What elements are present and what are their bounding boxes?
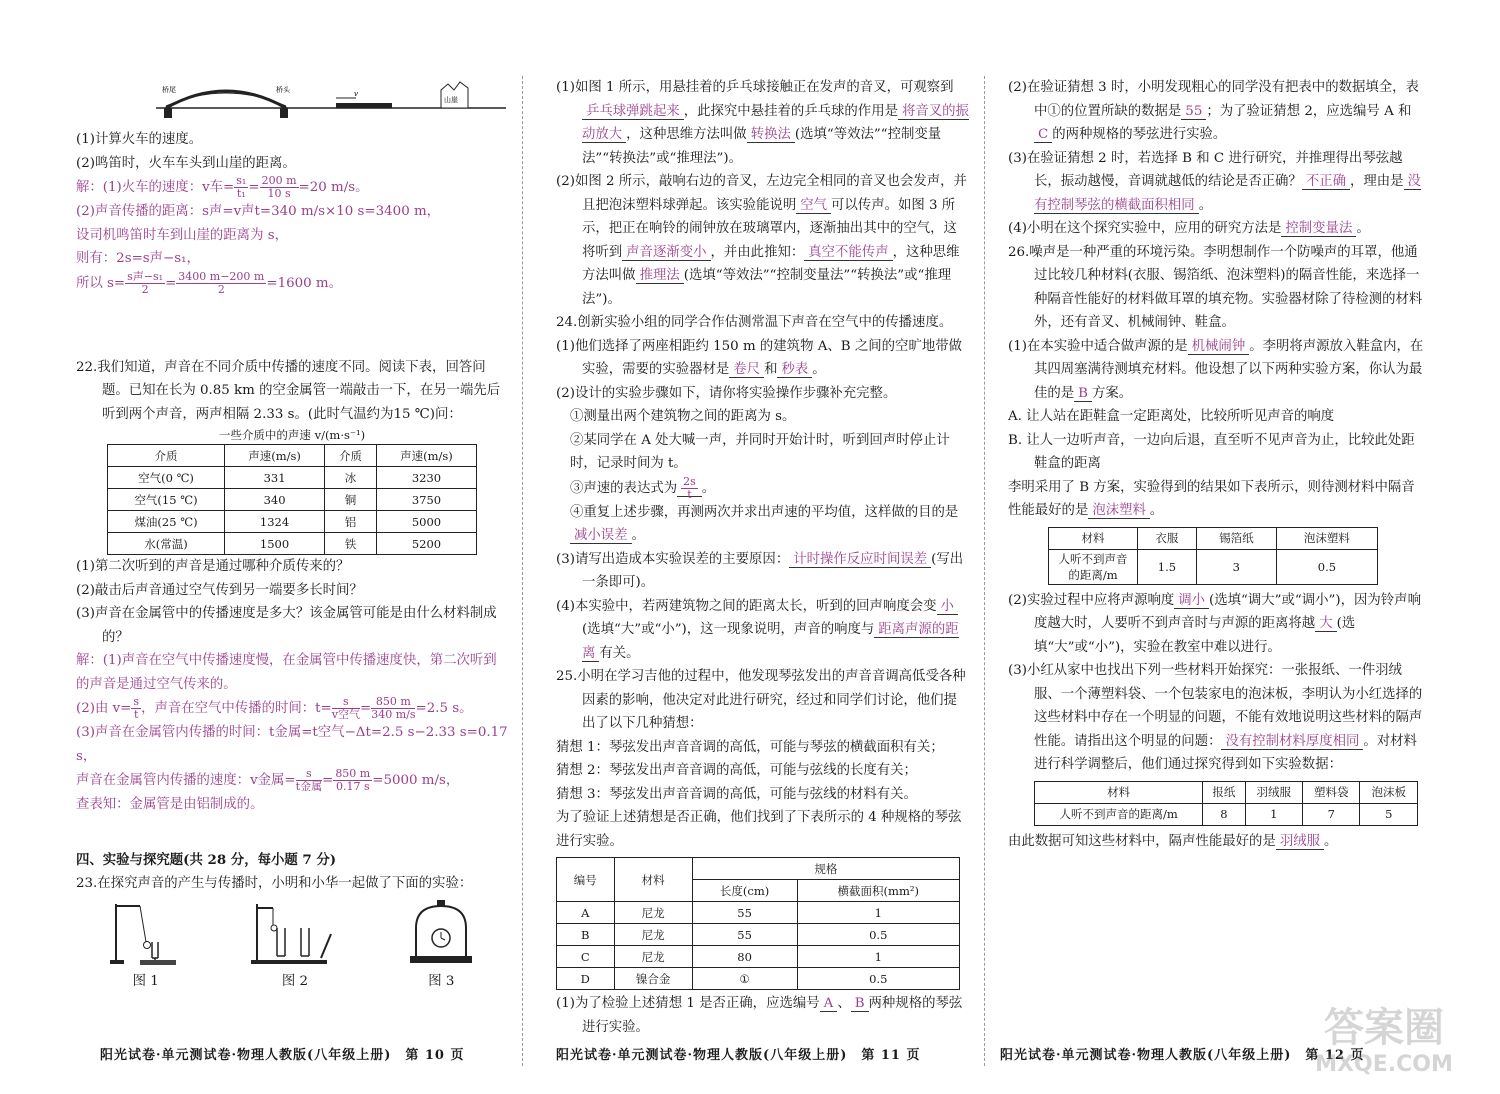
two-tuning-forks-figure xyxy=(249,900,341,966)
solution-22-3: (3)声音在金属管内传播的时间：t金属=t空气−Δt=2.5 s−2.33 s=0.17 s， xyxy=(76,725,508,764)
q25-part4: (4)小明在这个探究实验中，应用的研究方法是 控制变量法 。 xyxy=(1008,221,1370,236)
option-a: A. 让人站在距鞋盒一定距离处，比较所听见声音的响度 xyxy=(1008,409,1335,424)
page-10-column xyxy=(76,76,508,989)
table-row: B 尼龙 55 0.5 xyxy=(557,924,960,946)
bell-jar-alarm-figure xyxy=(408,900,474,966)
solution-22-4: 声音在金属管内传播的速度：v金属= $\frac{s}{\text{t金属}}$ = $\frac{850 m}{0.17 s}$ =5000 m/s， xyxy=(76,767,460,793)
q25-part1: (1)为了检验上述猜想 1 是否正确，应选编号 A 、 B 两种规格的琴弦进行实验。 xyxy=(556,996,963,1035)
page-12-footer: 阳光试卷·单元测试卷·物理人教版(八年级上册) 第 12 页 xyxy=(1000,1048,1365,1063)
guess-3: 猜想 3：琴弦发出声音音调的高低，可能与弦线的材料有关。 xyxy=(556,786,917,802)
question-25: 25.小明在学习吉他的过程中，他发现琴弦发出的声音音调高低受各种因素的影响，他决定对此进行研究，经过和同学们讨论，他们提出了以下几种猜想： xyxy=(556,669,966,731)
q24-part2: (2)设计的实验步骤如下，请你将实验操作步骤补充完整。 xyxy=(556,385,897,401)
q23-part2: (2)如图 2 所示，敲响右边的音叉，左边完全相同的音叉也会发声，并且把泡沫塑料球弹起。该实验能说明 空气 可以传声。如图 3 所示，把正在响铃的闹钟放在玻璃罩内，逐渐抽出其中的空气，这将听到 声音逐渐变小 ，并由此推知： 真空不能传声 ，这种思维方法叫做 推理法 (选填“等效法”“控制变量法”“转换法”或“推理法”)。 xyxy=(556,174,967,307)
q24-step3: ③声速的表达式为 $\frac{2s}{t}$ 。 xyxy=(570,474,716,501)
guess-2: 猜想 2：琴弦发出声音音调的高低，可能与弦线的长度有关； xyxy=(556,763,917,778)
watermark-logo xyxy=(1294,1004,1474,1084)
experiment-figures xyxy=(76,900,508,989)
page-12-column xyxy=(1008,76,1428,853)
option-b: B. 让人一边听声音，一边向后退，直至听不见声音为止，比较此处距鞋盒的距离 xyxy=(1008,432,1415,471)
mountain-label: 山崖 xyxy=(444,96,458,104)
q22-part3: (3)声音在金属管中的传播速度是多大？该金属管可能是由什么材料制成的？ xyxy=(76,606,497,645)
q22-part1: (1)第二次听到的声音是通过哪种介质传来的？ xyxy=(76,559,350,574)
q24-part4: (4)本实验中，若两建筑物之间的距离太长，听到的回声响度会变 小(选填“大”或“小”)，这一现象说明，声音的响度与 距离声源的距离 有关。 xyxy=(556,598,959,661)
table-row: C 尼龙 80 1 xyxy=(557,946,960,968)
material-distance-table-2: 材料 报纸 羽绒服 塑料袋 泡沫板 人听不到声音的距离/m 8 1 7 5 xyxy=(1034,781,1418,826)
q24-step4: ④重复上述步骤，再测两次并求出声速的平均值，这样做的目的是减小误差 。 xyxy=(570,504,959,543)
q26-conclusion: 由此数据可知这些材料中，隔声性能最好的是 羽绒服 。 xyxy=(1008,833,1338,849)
q26-part2: (2)实验过程中应将声源响度 调小 (选填“调大”或“调小”)，因为铃声响度越大时，人要听不到声音时与声源的距离将越 大 (选填“大”或“小”)，实验在教室中难以进行。 xyxy=(1008,592,1421,655)
q26-part1: (1)在本实验中适合做声源的是 机械闹钟 。李明将声源放入鞋盒内，在其四周塞满待测填充材料。他设想了以下两种实验方案，你认为最佳的是 B 方案。 xyxy=(1008,338,1424,401)
solution-21-5: 所以 s= $\frac{\text{s声−s₁}}{2}$ = $\frac{3400 m-200 m}{2}$ =1600 m。 xyxy=(76,269,343,296)
figure-1-label: 图 1 xyxy=(132,973,159,989)
section-4-title: 四、实验与探究题(共 28 分，每小题 7 分) xyxy=(76,851,337,868)
question-24: 24.创新实验小组的同学合作估测常温下声音在空气中的传播速度。 xyxy=(556,315,953,330)
q25-table-intro: 为了验证上述猜想是否正确，他们找到了下表所示的 4 种规格的琴弦进行实验。 xyxy=(556,810,962,849)
tuning-fork-pingpong-figure xyxy=(110,900,182,966)
sound-speed-table: 介质 声速(m/s) 介质 声速(m/s) 空气(0 ℃) 331 冰 3230 空气(15 ℃) 340 铜 3750 煤油(25 ℃) 1324 铝 5000 水(常温) 1500 铁 5200 xyxy=(107,444,477,555)
table-row: 煤油(25 ℃) 1324 铝 5000 xyxy=(108,511,477,533)
watermark-url: MXQE.COM xyxy=(1315,1052,1453,1077)
page-11-column xyxy=(556,76,970,1039)
q26-part3: (3)小红从家中也找出下列一些材料开始探究：一张报纸、一件羽绒服、一个薄塑料袋、一个包装家电的泡沫板，李明认为小红选择的这些材料中存在一个明显的问题，不能有效地说明这些材料的隔声性能。请指出这个明显的问题： 没有控制材料厚度相同 。对材料进行科学调整后，他们通过探究得到如下实验数据： xyxy=(1008,663,1423,772)
material-distance-table-1: 材料 衣服 锡箔纸 泡沫塑料 人听不到声音的距离/m 1.5 3 0.5 xyxy=(1048,527,1378,585)
q24-part3: (3)请写出造成本实验误差的主要原因： 计时操作反应时间误差 (写出一条即可)。 xyxy=(556,551,964,590)
watermark-text: 答案圈 xyxy=(1324,1005,1444,1051)
q23-part1: (1)如图 1 所示，用悬挂着的乒乓球接触正在发声的音叉，可观察到乒乓球弹跳起来 ，此探究中悬挂着的乒乓球的作用是 将音叉的振动放大 ，这种思维方法叫做 转换法 (选填“等效法”“控制变量法”“转换法”或“推理法”)。 xyxy=(556,80,969,166)
table-row: 空气(0 ℃) 331 冰 3230 xyxy=(108,467,477,489)
q26-result: 李明采用了 B 方案，实验得到的结果如下表所示，则待测材料中隔音性能最好的是 泡沫塑料 。 xyxy=(1008,479,1415,518)
figure-2-label: 图 2 xyxy=(281,973,309,989)
question-23: 23.在探究声音的产生与传播时，小明和小华一起做了下面的实验： xyxy=(76,876,473,891)
solution-22-5: 查表知：金属管是由铝制成的。 xyxy=(76,797,264,812)
table-row: 人听不到声音的距离/m 1.5 3 0.5 xyxy=(1049,549,1378,584)
bridge-head-label: 桥头 xyxy=(276,86,290,94)
bridge-train-figure xyxy=(156,76,516,126)
guess-1: 猜想 1：琴弦发出声音音调的高低，可能与琴弦的横截面积有关； xyxy=(556,739,944,755)
solution-21-4: 则有：2s=s声−s₁， xyxy=(76,251,200,266)
velocity-label: v xyxy=(354,90,358,98)
q25-part3: (3)在验证猜想 2 时，若选择 B 和 C 进行研究，并推理得出琴弦越长，振动越慢，音调就越低的结论是否正确？ 不正确 ，理由是 没有控制琴弦的横截面积相同 。 xyxy=(1008,150,1421,213)
solution-21-1: 解：(1)火车的速度：v车= $\frac{\text{s₁}}{\text{t₁}}$ = $\frac{200 m}{10 s}$ =20 m/s。 xyxy=(76,174,369,200)
string-spec-table: 编号 材料 规格 长度(cm) 横截面积(mm²) A 尼龙 55 1 B 尼龙 55 0.5 C 尼龙 80 1 D 镍合金 ① 0.5 xyxy=(556,857,960,990)
q21-part2: (2)鸣笛时，火车车头到山崖的距离。 xyxy=(76,155,296,171)
column-divider xyxy=(522,76,523,1066)
question-26: 26.噪声是一种严重的环境污染。李明想制作一个防噪声的耳罩，他通过比较几种材料(衣服、锡箔纸、泡沫塑料)的隔音性能，来选择一种隔音性能好的材料做耳罩的填充物。实验器材除了待检测的材料外，还有音叉、机械闹钟、鞋盒。 xyxy=(1008,244,1423,330)
q22-part2: (2)敲击后声音通过空气传到另一端要多长时间？ xyxy=(76,582,363,598)
solution-22-2: (2)由 v= $\frac{s}{t}$ ，声音在空气中传播的时间：t= $\frac{s}{\text{v空气}}$ = $\frac{850 m}{340 m/s}$ =2.5 s。 xyxy=(76,695,473,721)
solution-21-2: (2)声音传播的距离：s声=v声t=340 m/s×10 s=3400 m， xyxy=(76,204,441,219)
page-10-footer: 阳光试卷·单元测试卷·物理人教版(八年级上册) 第 10 页 xyxy=(100,1048,465,1063)
table-row: 水(常温) 1500 铁 5200 xyxy=(108,533,477,555)
solution-22-1: 解：(1)声音在空气中传播速度慢，在金属管中传播速度快，第二次听到的声音是通过空气传来的。 xyxy=(76,653,497,692)
bridge-end-label: 桥尾 xyxy=(162,86,176,94)
sound-speed-table-caption: 一些介质中的声速 v/(m·s⁻¹) xyxy=(218,428,366,442)
column-divider xyxy=(984,76,985,1066)
q24-step1: ①测量出两个建筑物之间的距离为 s。 xyxy=(570,409,796,424)
table-row: 人听不到声音的距离/m 8 1 7 5 xyxy=(1035,803,1418,825)
q24-part1: (1)他们选择了两座相距约 150 m 的建筑物 A、B 之间的空旷地带做实验，需要的实验器材是 卷尺 和 秒表 。 xyxy=(556,338,962,377)
figure-3-label: 图 3 xyxy=(428,973,455,989)
table-row: A 尼龙 55 1 xyxy=(557,902,960,924)
q25-part2: (2)在验证猜想 3 时，小明发现粗心的同学没有把表中的数据填全，表中①的位置所缺的数据是 55 ；为了验证猜想 2，应选编号 A 和C 的两种规格的琴弦进行实验。 xyxy=(1008,80,1419,142)
solution-21-3: 设司机鸣笛时车到山崖的距离为 s， xyxy=(76,227,288,243)
table-row: D 镍合金 ① 0.5 xyxy=(557,968,960,990)
page-11-footer: 阳光试卷·单元测试卷·物理人教版(八年级上册) 第 11 页 xyxy=(556,1048,921,1063)
question-22: 22.我们知道，声音在不同介质中传播的速度不同。阅读下表，回答问题。已知在长为 0.85 km 的空金属管一端敲击一下，在另一端先后听到两个声音，两声相隔 2.33 s。(此时气温约为15 ℃)问： xyxy=(76,359,501,422)
q21-part1: (1)计算火车的速度。 xyxy=(76,132,203,147)
table-row: 空气(15 ℃) 340 铜 3750 xyxy=(108,489,477,511)
q24-step2: ②某同学在 A 处大喊一声，并同时开始计时，听到回声时停止计时，记录时间为 t。 xyxy=(570,432,950,471)
